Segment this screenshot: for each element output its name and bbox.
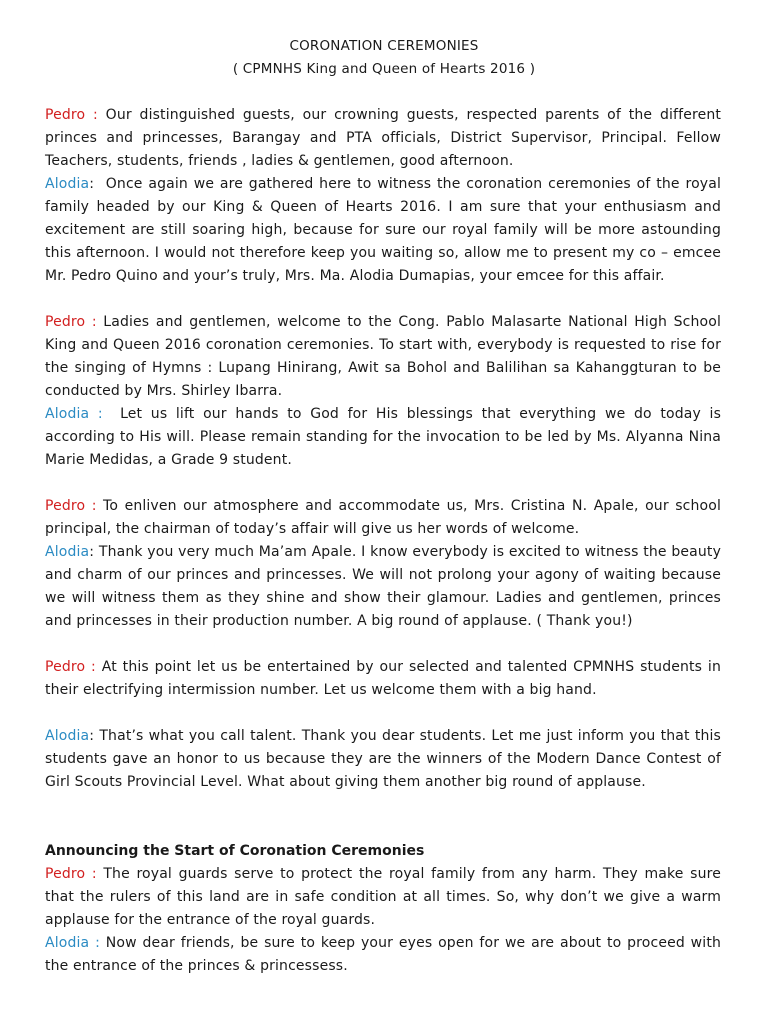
script-paragraph xyxy=(45,541,721,633)
script-paragraph xyxy=(45,403,721,472)
speaker-label: Pedro xyxy=(45,107,86,123)
paragraph-text: That’s what you call talent. Thank you dear students. Let me just inform you that this students gave an honor to us because they are the winners of the Modern Dance Contest of Girl Scouts Provincial Level. What about giving them another big round of applause. xyxy=(45,728,722,790)
speaker-label: Pedro xyxy=(45,659,86,675)
paragraph-text: Let us lift our hands to God for His blessings that everything we do today is according to His will. Please remain standing for the invocation to be led by Ms. Alyanna Nina Marie Medidas, a Grade 9 student. xyxy=(45,406,722,468)
speaker-separator: : xyxy=(89,544,99,560)
paragraph-text: Our distinguished guests, our crowning guests, respected parents of the different princes and princesses, Barangay and PTA officials, District Supervisor, Principal. Fellow Teachers, students, friends , ladies & gentlemen, good afternoon. xyxy=(45,107,721,169)
speaker-separator: : xyxy=(89,935,106,951)
paragraph-text: At this point let us be entertained by our selected and talented CPMNHS students in their electrifying intermission number. Let us welcome them with a big hand. xyxy=(45,659,721,698)
paragraph-text: Now dear friends, be sure to keep your eyes open for we are about to proceed with the entrance of the princes & princessess. xyxy=(45,935,721,974)
script-paragraph xyxy=(45,104,721,173)
paragraph-text: Ladies and gentlemen, welcome to the Cong. Pablo Malasarte National High School King and Queen 2016 coronation ceremonies. To start with, everybody is requested to rise for the singing of Hymns : Lupang Hinirang, Awit sa Bohol and Balilihan sa Kahanggturan to be conducted by Mrs. Shirley Ibarra. xyxy=(45,314,721,399)
script-paragraph xyxy=(45,311,721,403)
speaker-separator: : xyxy=(85,659,102,675)
paragraph-text: Thank you very much Ma’am Apale. I know everybody is excited to witness the beauty and charm of our princes and princesses. We will not prolong your agony of waiting because we will witness them as they shine and show their glamour. Ladies and gentlemen, princes and princesses in their production number. A big round of applause. ( Thank you!) xyxy=(45,544,722,629)
speaker-separator: : xyxy=(85,107,106,123)
document-subtitle: ( CPMNHS King and Queen of Hearts 2016 ) xyxy=(232,61,536,77)
script-paragraph xyxy=(45,932,721,978)
section-heading: Announcing the Start of Coronation Ceremonies xyxy=(45,843,425,859)
speaker-separator: : xyxy=(85,866,104,882)
speaker-separator: : xyxy=(89,406,121,422)
paragraph-text: To enliven our atmosphere and accommodate us, Mrs. Cristina N. Apale, our school principal, the chairman of today’s affair will give us her words of welcome. xyxy=(45,498,721,537)
speaker-label: Pedro xyxy=(45,866,86,882)
speaker-separator: : xyxy=(85,314,104,330)
speaker-label: Pedro xyxy=(45,314,86,330)
script-paragraph xyxy=(45,173,721,288)
script-paragraph xyxy=(45,656,721,702)
speaker-label: Alodia xyxy=(45,176,90,192)
script-paragraph xyxy=(45,863,721,932)
speaker-label: Alodia xyxy=(45,406,90,422)
script-paragraph xyxy=(45,725,721,794)
speaker-separator: : xyxy=(85,498,104,514)
speaker-separator: : xyxy=(89,176,106,192)
speaker-label: Alodia xyxy=(45,728,90,744)
paragraph-text: The royal guards serve to protect the royal family from any harm. They make sure that the rulers of this land are in safe condition at all times. So, why don’t we give a warm applause for the entrance of the royal guards. xyxy=(45,866,721,928)
document-title: CORONATION CEREMONIES xyxy=(289,38,479,54)
speaker-label: Alodia xyxy=(45,544,90,560)
paragraph-text: Once again we are gathered here to witness the coronation ceremonies of the royal family headed by our King & Queen of Hearts 2016. I am sure that your enthusiasm and excitement are still soaring high, because for sure our royal family will be more astounding this afternoon. I would not therefore keep you waiting so, allow me to present my co – emcee Mr. Pedro Quino and your’s truly, Mrs. Ma. Alodia Dumapias, your emcee for this affair. xyxy=(45,176,721,284)
speaker-label: Pedro xyxy=(45,498,86,514)
script-paragraph xyxy=(45,495,721,541)
speaker-separator: : xyxy=(89,728,100,744)
speaker-label: Alodia xyxy=(45,935,90,951)
